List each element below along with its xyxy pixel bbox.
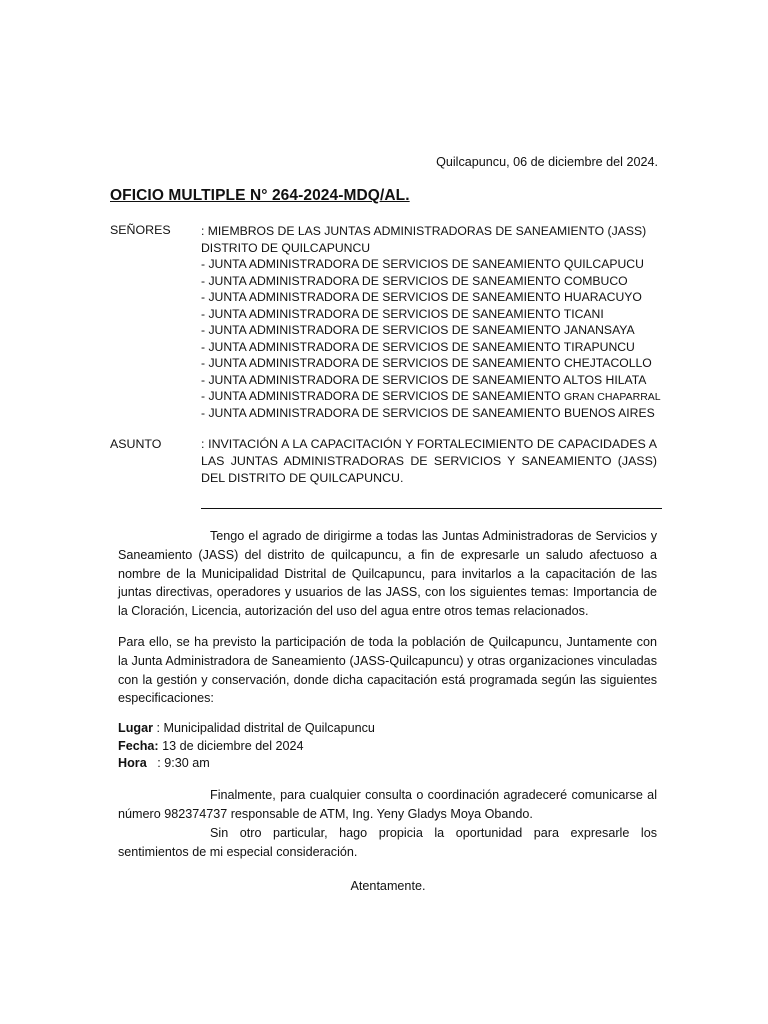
closing-salutation: Atentamente.: [350, 879, 426, 893]
recipient-item: - JUNTA ADMINISTRADORA DE SERVICIOS DE SANEAMIENTO BUENOS AIRES: [201, 405, 655, 420]
spec-lugar-label: Lugar: [118, 721, 153, 735]
paragraph-farewell: Sin otro particular, hago propicia la oportunidad para expresarle los sentimientos de mi especial consideración.: [118, 826, 657, 859]
recipient-item: - JUNTA ADMINISTRADORA DE SERVICIOS DE SANEAMIENTO JANANSAYA: [201, 323, 635, 337]
recipient-item: - JUNTA ADMINISTRADORA DE SERVICIOS DE SANEAMIENTO TIRAPUNCU: [201, 339, 635, 354]
separator-line: [201, 508, 662, 509]
spec-lugar: [118, 720, 375, 738]
spec-fecha: [118, 738, 375, 756]
recipient-item: - JUNTA ADMINISTRADORA DE SERVICIOS DE SANEAMIENTO QUILCAPUCU: [201, 257, 644, 271]
recipient-item: - JUNTA ADMINISTRADORA DE SERVICIOS DE SANEAMIENTO HUARACUYO: [201, 290, 642, 304]
recipients-list: [201, 223, 661, 421]
recipient-item: - JUNTA ADMINISTRADORA DE SERVICIOS DE SANEAMIENTO TICANI: [201, 306, 604, 321]
recipient-item-prefix: - JUNTA ADMINISTRADORA DE SERVICIOS DE SANEAMIENTO: [201, 389, 564, 403]
recipients-district: DISTRITO DE QUILCAPUNCU: [201, 240, 371, 255]
recipient-item: - JUNTA ADMINISTRADORA DE SERVICIOS DE SANEAMIENTO CHEJTACOLLO: [201, 356, 652, 370]
paragraph-participation: Para ello, se ha previsto la participación de toda la población de Quilcapuncu, Juntamente con la Junta Administradora de Saneamiento (JASS-Quilcapuncu) y otras organizaciones vinculadas con la gestión y conservación, donde dicha capacitación está programada según las siguientes especificaciones:: [118, 635, 657, 706]
document-title: OFICIO MULTIPLE N° 264-2024-MDQ/AL.: [110, 187, 410, 204]
asunto-text: : INVITACIÓN A LA CAPACITACIÓN Y FORTALECIMIENTO DE CAPACIDADES A LAS JUNTAS ADMINISTRADORAS DE SERVICIOS Y SANEAMIENTO (JASS) DEL DISTRITO DE QUILCAPUNCU.: [201, 437, 657, 485]
document-date: Quilcapuncu, 06 de diciembre del 2024.: [436, 155, 658, 169]
spec-hora: [118, 755, 375, 773]
recipient-item: - JUNTA ADMINISTRADORA DE SERVICIOS DE SANEAMIENTO COMBUCO: [201, 273, 628, 288]
recipients-heading: : MIEMBROS DE LAS JUNTAS ADMINISTRADORAS DE SANEAMIENTO (JASS): [201, 224, 647, 238]
paragraph-contact: Finalmente, para cualquier consulta o coordinación agradeceré comunicarse al número 982374737 responsable de ATM, Ing. Yeny Gladys Moya Obando.: [118, 788, 657, 821]
spec-hora-label: Hora: [118, 756, 147, 770]
recipient-item-gran-chaparral: [201, 388, 661, 405]
asunto-label: ASUNTO: [110, 437, 162, 451]
spec-lugar-value: : Municipalidad distrital de Quilcapuncu: [152, 721, 375, 735]
recipient-item-suffix: GRAN CHAPARRAL: [563, 391, 661, 403]
senores-label: SEÑORES: [110, 223, 171, 237]
spec-fecha-value: 13 de diciembre del 2024: [158, 738, 304, 753]
event-specifications: [118, 720, 375, 773]
recipient-item: - JUNTA ADMINISTRADORA DE SERVICIOS DE SANEAMIENTO ALTOS HILATA: [201, 372, 647, 387]
spec-hora-value: : 9:30 am: [146, 756, 210, 770]
spec-fecha-label: Fecha:: [118, 738, 159, 753]
paragraph-invitation: Tengo el agrado de dirigirme a todas las Juntas Administradoras de Servicios y Saneamiento (JASS) del distrito de quilcapuncu, a fin de expresarle un saludo afectuoso a nombre de la Municipalidad Distrital de Quilcapuncu, para invitarlos a la capacitación de las juntas directivas, operadores y usuarios de las JASS, con los siguientes temas: Importancia de la Cloración, Licencia, autorización del uso del agua entre otros temas relacionados.: [118, 529, 657, 619]
